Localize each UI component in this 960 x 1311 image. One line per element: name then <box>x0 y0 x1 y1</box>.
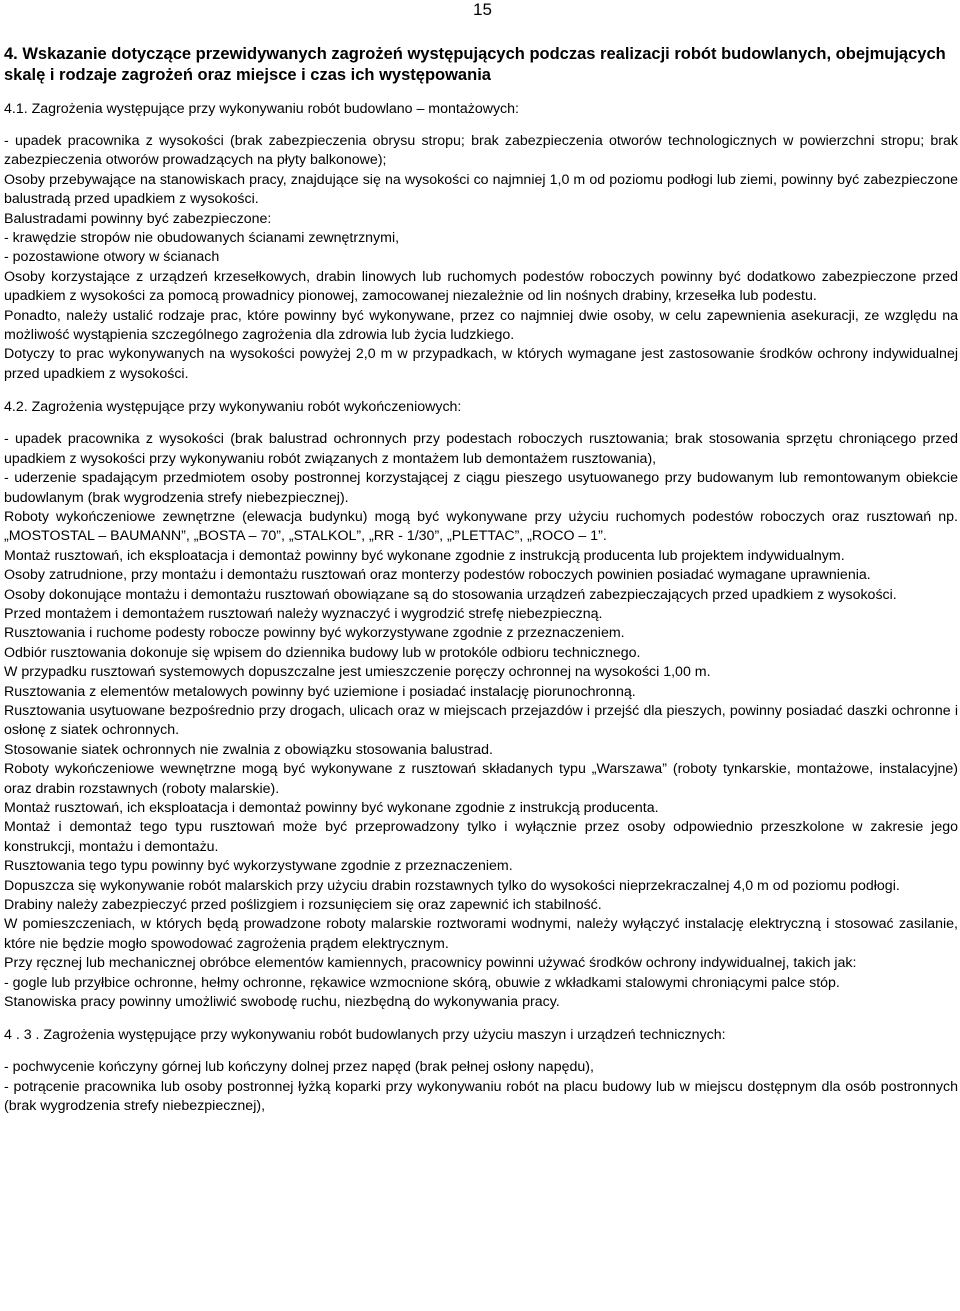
paragraph: Przy ręcznej lub mechanicznej obróbce elementów kamiennych, pracownicy powinni używać środków ochrony indywidualnej, takich jak: <box>4 955 857 972</box>
paragraph: Montaż rusztowań, ich eksploatacja i demontaż powinny być wykonane zgodnie z instrukcją producenta. <box>4 800 659 816</box>
paragraph: - pochwycenie kończyny górnej lub kończyny dolnej przez napęd (brak pełnej osłony napędu), <box>4 1059 594 1076</box>
paragraph: Roboty wykończeniowe zewnętrzne (elewacja budynku) mogą być wykonywane przy użyciu ruchomych podestów roboczych oraz rusztowań np. „MOSTOSTAL – BAUMANN”, „BOSTA – 70”, „STALKOL”, „RR - 1/30”, „PLETTAC”, „ROCO – 1”. <box>4 508 958 545</box>
paragraph: - potrącenie pracownika lub osoby postronnej łyżką koparki przy wykonywaniu robót na placu budowy lub w miejscu dostępnym dla osób postronnych (brak wygrodzenia strefy niebezpiecznej), <box>4 1078 958 1115</box>
paragraph: Stosowanie siatek ochronnych nie zwalnia z obowiązku stosowania balustrad. <box>4 741 493 758</box>
page-number: 15 <box>473 0 492 19</box>
paragraph: W przypadku rusztowań systemowych dopuszczalne jest umieszczenie poręczy ochronnej na wysokości 1,00 m. <box>4 664 711 681</box>
paragraph: Ponadto, należy ustalić rodzaje prac, które powinny być wykonywane, przez co najmniej dwie osoby, w celu zapewnienia asekuracji, ze względu na możliwość wystąpienia szczególnego zagrożenia dla zdrowia lub życia ludzkiego. <box>4 307 958 344</box>
paragraph: W pomieszczeniach, w których będą prowadzone roboty malarskie roztworami wodnymi, należy wyłączyć instalację elektryczną i stosować zasilanie, które nie będzie mogło spowodować zagrożenia prądem elektrycznym. <box>4 916 958 952</box>
paragraph: Balustradami powinny być zabezpieczone: <box>4 210 272 227</box>
paragraph: Osoby korzystające z urządzeń krzesełkowych, drabin linowych lub ruchomych podestów roboczych powinny być dodatkowo zabezpieczone przed upadkiem z wysokości za pomocą prowadnicy pionowej, zamocowanej niezależnie od lin nośnych drabiny, krzesełka lub podestu. <box>4 268 958 305</box>
paragraph: - uderzenie spadającym przedmiotem osoby postronnej korzystającej z ciągu pieszego usytuowanego przy budowanym lub remontowanym obiekcie budowlanym (brak wygrodzenia strefy niebezpiecznej). <box>4 470 958 506</box>
section-title-4-2: 4.2. Zagrożenia występujące przy wykonywaniu robót wykończeniowych: <box>4 399 462 416</box>
document-body <box>4 44 958 1117</box>
paragraph: Przed montażem i demontażem rusztowań należy wyznaczyć i wygrodzić strefę niebezpieczną. <box>4 605 603 622</box>
paragraph: Odbiór rusztowania dokonuje się wpisem do dziennika budowy lub w protokóle odbioru technicznego. <box>4 644 641 661</box>
paragraph: - upadek pracownika z wysokości (brak zabezpieczenia obrysu stropu; brak zabezpieczenia otworów technologicznych w powierzchni stropu; brak zabezpieczenia otworów prowadzących na płyty balkonowe); <box>4 133 958 169</box>
paragraph: - krawędzie stropów nie obudowanych ścianami zewnętrznymi, <box>4 230 400 247</box>
paragraph: Osoby przebywające na stanowiskach pracy, znajdujące się na wysokości co najmniej 1,0 m od poziomu podłogi lub ziemi, powinny być zabezpieczone balustradą przed upadkiem z wysokości. <box>4 171 958 208</box>
section-title-4-3: 4 . 3 . Zagrożenia występujące przy wykonywaniu robót budowlanych przy użyciu maszyn i urządzeń technicznych: <box>4 1027 726 1044</box>
paragraph: Drabiny należy zabezpieczyć przed poślizgiem i rozsunięciem się oraz zapewnić ich stabilność. <box>4 897 602 914</box>
paragraph: Dopuszcza się wykonywanie robót malarskich przy użyciu drabin rozstawnych tylko do wysokości nieprzekraczalnej 4,0 m od poziomu podłogi. <box>4 877 900 894</box>
paragraph: Montaż rusztowań, ich eksploatacja i demontaż powinny być wykonane zgodnie z instrukcją producenta lub projektem indywidualnym. <box>4 547 845 564</box>
paragraph: Montaż i demontaż tego typu rusztowań może być przeprowadzony tylko i wyłącznie przez osoby odpowiednio przeszkolone w zakresie jego konstrukcji, montażu i demontażu. <box>4 819 958 855</box>
paragraph: - upadek pracownika z wysokości (brak balustrad ochronnych przy podestach roboczych rusztowania; brak stosowania sprzętu chroniącego przed upadkiem z wysokości przy wykonywaniu robót związanych z montażem lub demontażem rusztowania), <box>4 431 958 467</box>
paragraph: Roboty wykończeniowe wewnętrzne mogą być wykonywane z rusztowań składanych typu „Warszawa” (roboty tynkarskie, montażowe, instalacyjne) oraz drabin rozstawnych (roboty malarskie). <box>4 761 958 797</box>
paragraph: Rusztowania i ruchome podesty robocze powinny być wykorzystywane zgodnie z przeznaczeniem. <box>4 625 625 642</box>
paragraph: Osoby dokonujące montażu i demontażu rusztowań obowiązane są do stosowania urządzeń zabezpieczających przed upadkiem z wysokości. <box>4 586 897 603</box>
paragraph: Osoby zatrudnione, przy montażu i demontażu rusztowań oraz monterzy podestów roboczych powinien posiadać wymagane uprawnienia. <box>4 567 871 584</box>
section-title-4-1: 4.1. Zagrożenia występujące przy wykonywaniu robót budowlano – montażowych: <box>4 101 519 117</box>
chapter-heading: 4. Wskazanie dotyczące przewidywanych zagrożeń występujących podczas realizacji robót budowlanych, obejmujących skalę i rodzaje zagrożeń oraz miejsce i czas ich występowania <box>4 45 946 84</box>
paragraph: Rusztowania usytuowane bezpośrednio przy drogach, ulicach oraz w miejscach przejazdów i przejść dla pieszych, powinny posiadać daszki ochronne i osłonę z siatek ochronnych. <box>4 702 958 739</box>
paragraph: Dotyczy to prac wykonywanych na wysokości powyżej 2,0 m w przypadkach, w których wymagane jest zastosowanie środków ochrony indywidualnej przed upadkiem z wysokości. <box>4 346 958 382</box>
paragraph: Rusztowania z elementów metalowych powinny być uziemione i posiadać instalację piorunochronną. <box>4 683 636 700</box>
paragraph: - pozostawione otwory w ścianach <box>4 249 220 266</box>
paragraph: - gogle lub przyłbice ochronne, hełmy ochronne, rękawice wzmocnione skórą, obuwie z wkładkami stalowymi chroniącymi palce stóp. <box>4 974 840 991</box>
paragraph: Stanowiska pracy powinny umożliwić swobodę ruchu, niezbędną do wykonywania pracy. <box>4 994 560 1011</box>
paragraph: Rusztowania tego typu powinny być wykorzystywane zgodnie z przeznaczeniem. <box>4 858 513 875</box>
